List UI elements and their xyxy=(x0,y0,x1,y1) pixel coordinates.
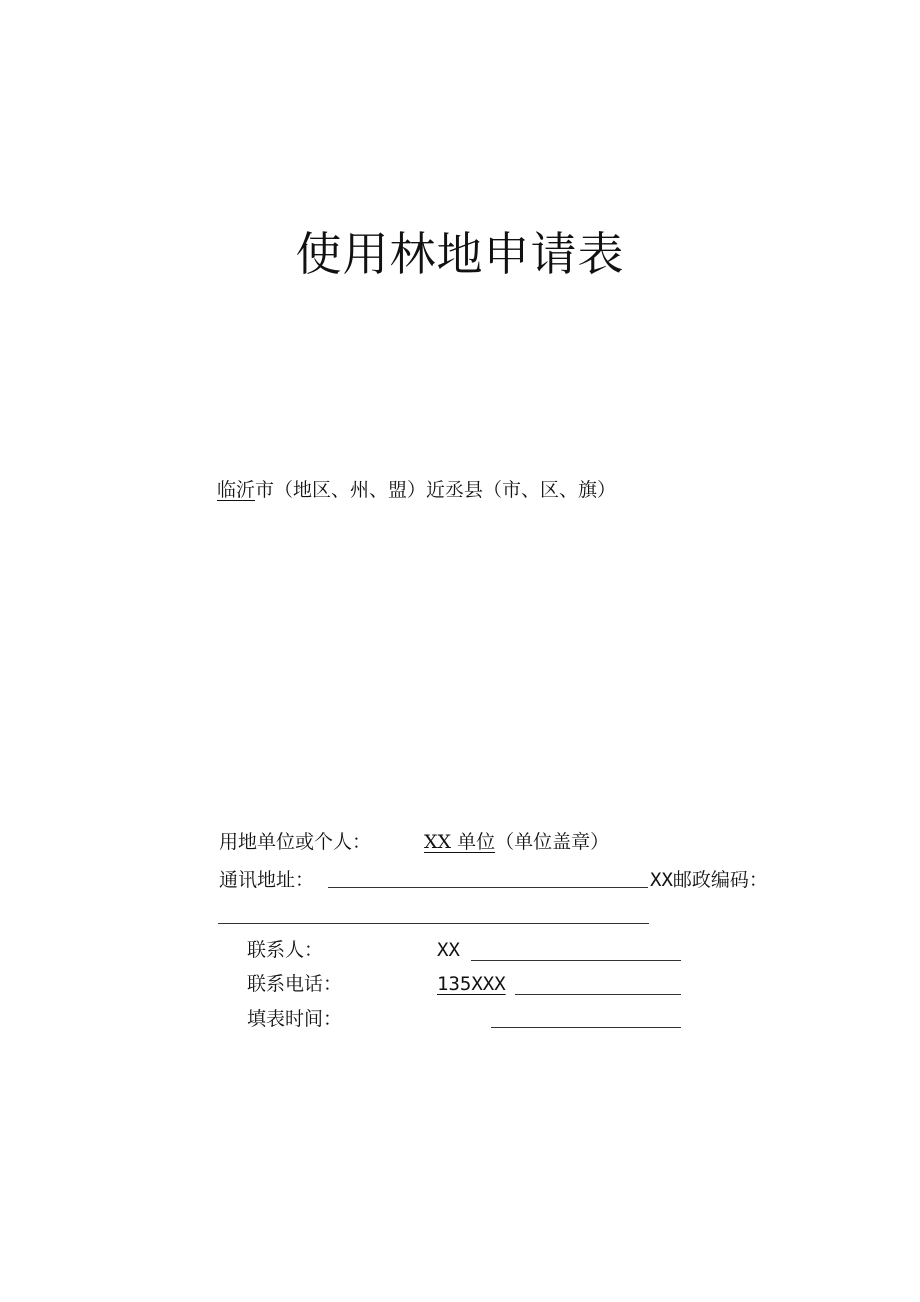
region-county: 近丞县 xyxy=(426,479,484,501)
contact-value[interactable]: XX xyxy=(437,939,460,961)
contact-underline xyxy=(471,960,681,961)
contact-label: 联系人： xyxy=(247,939,324,961)
phone-label: 联系电话： xyxy=(247,973,343,995)
region-city-suffix: 市（地区、州、盟） xyxy=(255,479,427,501)
region-city: 临沂 xyxy=(217,479,256,501)
postcode-label: 邮政编码： xyxy=(672,869,768,891)
phone-value[interactable]: 135XXX xyxy=(437,973,506,995)
address-label: 通讯地址： xyxy=(219,869,315,891)
postcode-field xyxy=(650,866,768,894)
fill-date-underline xyxy=(491,1027,681,1028)
phone-underline xyxy=(515,994,681,995)
address-continuation-line[interactable] xyxy=(218,923,649,924)
applicant-value: XX 单位 xyxy=(424,831,496,853)
postcode-prefix: XX xyxy=(650,869,673,891)
address-underline xyxy=(328,887,648,888)
applicant-label: 用地单位或个人： xyxy=(219,831,372,853)
region-line xyxy=(217,476,616,504)
applicant-field[interactable] xyxy=(424,828,609,856)
form-title: 使用林地申请表 xyxy=(295,227,625,281)
region-county-suffix: （市、区、旗） xyxy=(483,479,617,501)
fill-date-label: 填表时间： xyxy=(247,1008,343,1030)
applicant-stamp-note: （单位盖章） xyxy=(495,831,610,853)
